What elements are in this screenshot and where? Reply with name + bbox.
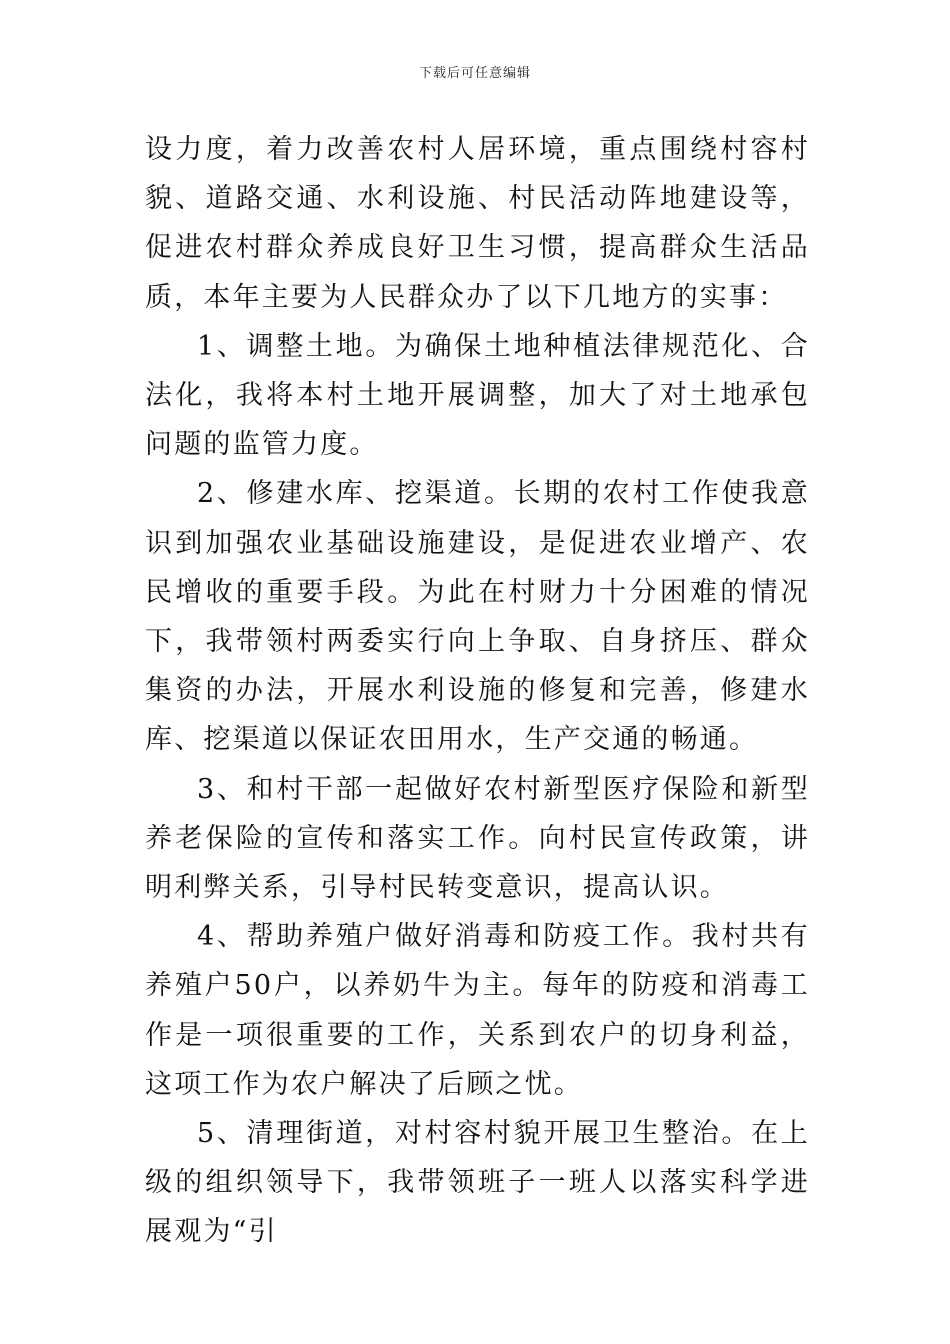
page-header-note: 下载后可任意编辑 — [418, 66, 531, 81]
document-body — [145, 125, 810, 1257]
paragraph-item-4: 4、帮助养殖户做好消毒和防疫工作。我村共有养殖户50户，以养奶牛为主。每年的防疫和消毒工作是一项很重要的工作，关系到农户的切身利益，这项工作为农户解决了后顾之忧。 — [145, 921, 810, 1100]
paragraph-item-2: 2、修建水库、挖渠道。长期的农村工作使我意识到加强农业基础设施建设，是促进农业增产、农民增收的重要手段。为此在村财力十分困难的情况下，我带领村两委实行向上争取、自身挤压、群众集资的办法，开展水利设施的修复和完善，修建水库、挖渠道以保证农田用水，生产交通的畅通。 — [145, 478, 810, 756]
paragraph-item-5: 5、清理街道，对村容村貌开展卫生整治。在上级的组织领导下，我带领班子一班人以落实科学进展观为“引 — [145, 1118, 810, 1248]
paragraph-continuation: 设力度，着力改善农村人居环境，重点围绕村容村貌、道路交通、水利设施、村民活动阵地建设等，促进农村群众养成良好卫生习惯，提高群众生活品质，本年主要为人民群众办了以下几地方的实事： — [145, 134, 810, 313]
paragraph-item-1: 1、调整土地。为确保土地种植法律规范化、合法化，我将本村土地开展调整，加大了对土地承包问题的监管力度。 — [145, 330, 810, 461]
paragraph-item-3: 3、和村干部一起做好农村新型医疗保险和新型养老保险的宣传和落实工作。向村民宣传政策，讲明利弊关系，引导村民转变意识，提高认识。 — [145, 773, 810, 904]
